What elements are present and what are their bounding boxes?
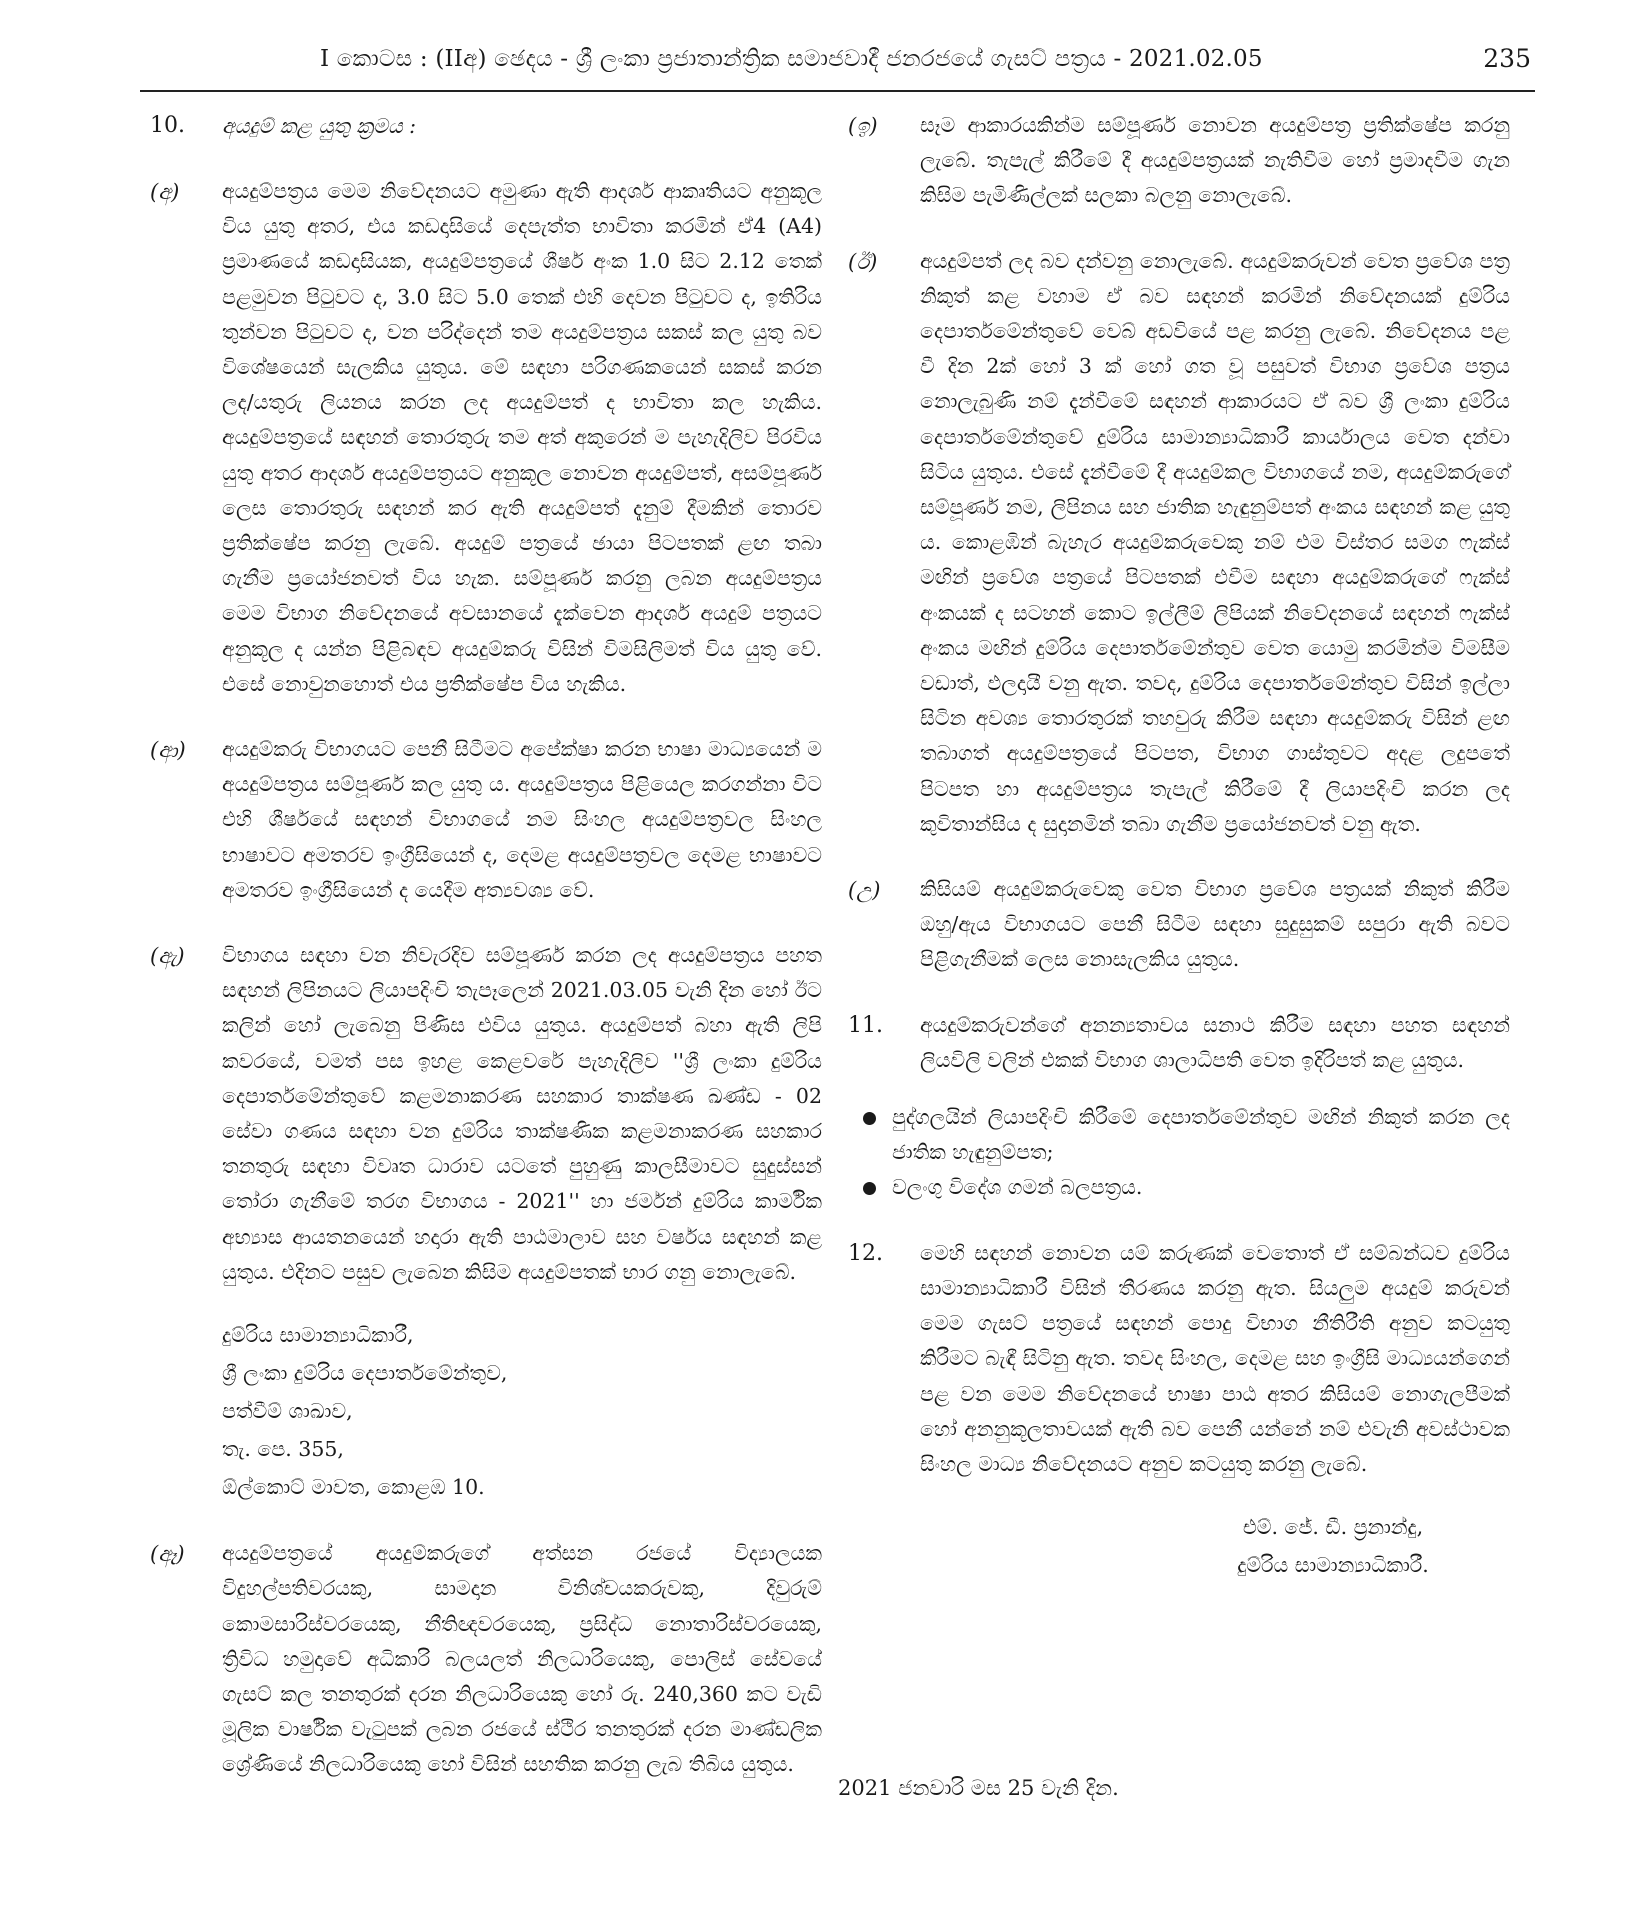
bullet-item xyxy=(848,1100,1510,1170)
issue-date: 2021 ජනවාරි මස 25 වැනි දින. xyxy=(838,1776,1119,1800)
address-line: ඕල්කොට් මාවත, කොළඹ 10. xyxy=(222,1475,485,1500)
clause-marker: (උ) xyxy=(848,878,881,903)
clause-ii xyxy=(848,244,1510,842)
clause-text: අයදුම්පත්‍රය මෙම නිවේදනයට අමුණා ඇති ආදර්ශ ආකෘතියට අනුකූල විය යුතු අතර, එය කඩදාසියේ දෙපැත්ත භාවිතා කරමින් ඒ4 (A4) ප්‍රමාණයේ කඩදාසියක, අයදුම්පත්‍රයේ ශීර්ෂ අංක 1.0 සිට 2.12 තෙක් පළමුවන පිටුවට ද, 3.0 සිට 5.0 තෙක් එහි දෙවන පිටුවට ද, ඉතිරිය තුන්වන පිටුවට ද, වන පරිද්දෙන් තම අයදුම්පත්‍රය සකස් කල යුතු බව විශේෂයෙන් සැලකිය යුතුය. මේ සඳහා පරිගණකයෙන් සකස් කරන ලද/යතුරු ලියනය කරන ලද අයදුම්පත් ද භාවිතා කල හැකිය. අයදුම්පත්‍රයේ සඳහන් තොරතුරු තම අත් අකුරෙන් ම පැහැදිලිව පිරවිය යුතු අතර ආදර්ශ අයදුම්පත්‍රයට අනුකූල නොවන අයදුම්පත්, අසම්පූර්ණ ලෙස තොරතුරු සඳහන් කර ඇති අයදුම්පත් දැනුම් දීමකින් තොරව ප්‍රතික්ෂේප කරනු ලැබේ. අයදුම් පත්‍රයේ ඡායා පිටපතක් ළඟ තබා ගැනීම ප්‍රයෝජනවත් විය හැක. සම්පූර්ණ කරනු ලබන අයදුම්පත්‍රය මෙම විභාග නිවේදනයේ අවසානයේ දැක්වෙන ආදර්ශ අයදුම් පත්‍රයට අනුකූල ද යන්න පිළිබඳව අයදුම්කරු විසින් විමසිලිමත් විය යුතු වේ. එසේ නොවුනහොත් එය ප්‍රතික්ෂේප විය හැකිය. xyxy=(222,179,822,696)
clause-ae xyxy=(150,938,822,1290)
clause-marker: (ඊ) xyxy=(848,249,878,274)
clause-text: අයදුම්කරු විභාගයට පෙනී සිටීමට අපේක්ෂා කරන භාෂා මාධ්‍යයෙන් ම අයදුම්පත්‍රය සම්පූර්ණ කල යුතු ය. අයදුම්පත්‍රය පිළියෙල කරගන්නා විට එහි ශීර්ෂයේ සඳහන් විභාගයේ නම සිංහල අයදුම්පත්‍රවල සිංහල භාෂාවට අමතරව ඉංග්‍රීසියෙන් ද, දෙමළ අයදුම්පත්‍රවල දෙමළ භාෂාවට අමතරව ඉංග්‍රීසියෙන් ද යෙදීම අත්‍යවශ්‍ය වේ. xyxy=(222,737,822,902)
section-12 xyxy=(848,1236,1510,1482)
address-line: දුම්රිය සාමාන්‍යාධිකාරී, xyxy=(222,1323,414,1348)
bullet-icon xyxy=(863,1112,876,1125)
clause-marker: (අ) xyxy=(150,180,180,204)
section-number: 11. xyxy=(848,1012,883,1038)
bullet-text: පුද්ගලයින් ලියාපදිංචි කිරීමේ දෙපාර්තමේන්තුව මඟින් නිකුත් කරන ලද ජාතික හැඳුනුම්පත; xyxy=(892,1105,1510,1165)
clause-text: සෑම ආකාරයකින්ම සම්පූර්ණ නොවන අයදුම්පත්‍ර ප්‍රතික්ෂේප කරනු ලැබේ. තැපැල් කිරීමේ දී අයදුම්පත්‍රයක් නැතිවීම හෝ ප්‍රමාදවීම ගැන කිසිම පැමිණිල්ලක් සලකා බලනු නොලැබේ. xyxy=(920,113,1510,208)
bullet-text: වලංගු විදේශ ගමන් බලපත්‍රය. xyxy=(892,1175,1143,1200)
clause-aa xyxy=(150,732,822,908)
bullet-icon xyxy=(863,1182,876,1195)
bullet-item xyxy=(848,1170,1510,1205)
section-text: අයදුම්කරුවන්ගේ අනන්‍යතාවය සනාථ කිරීම සඳහා පහත සඳහන් ලියවිලි වලින් එකක් විභාග ශාලාධිපති වෙත ඉදිරිපත් කළ යුතුය. xyxy=(920,1012,1510,1072)
address-line: පත්වීම් ශාඛාව, xyxy=(222,1399,353,1424)
clause-marker: (ඉ) xyxy=(848,114,878,138)
signatory-name: එම්. ජේ. ඩී. ප්‍රනාන්දු, xyxy=(1242,1515,1424,1540)
clause-text: අයදුම්පත් ලද බව දන්වනු නොලැබේ. අයදුම්කරුවන් වෙත ප්‍රවේශ පත්‍ර නිකුත් කළ වහාම ඒ බව සඳහන් කරමින් නිවේදනයක් දුම්රිය දෙපාර්තමේන්තුවේ වෙබ් අඩවියේ පළ කරනු ලැබේ. නිවේදනය පළ වී දින 2ක් හෝ 3 ක් හෝ ගත වූ පසුවත් විභාග ප්‍රවේශ පත්‍රය නොලැබුණි නම් දැන්වීමේ සඳහන් ආකාරයට ඒ බව ශ්‍රී ලංකා දුම්රිය දෙපාර්තමේන්තුවේ දුම්රිය සාමාන්‍යාධිකාරී කාර්යාලය වෙත දන්වා සිටිය යුතුය. එසේ දැන්වීමේ දී අයදුම්කල විභාගයේ නම, අයදුම්කරුගේ සම්පූර්ණ නම, ලිපිනය සහ ජාතික හැඳුනුම්පත් අංකය සඳහන් කළ යුතු ය. කොළඹින් බැහැර අයදුම්කරුවෙකු නම් එම විස්තර සමග ෆැක්ස් මඟින් ප්‍රවේශ පත්‍රයේ පිටපතක් එවීම සඳහා අයදුම්කරුගේ ෆැක්ස් අංකයක් ද සටහන් කොට ඉල්ලීම් ලිපියක් නිවේදනයේ සඳහන් ෆැක්ස් අංකය මඟින් දුම්රිය දෙපාර්තමේන්තුව වෙත යොමු කරමින්ම විමසීම වඩාත්, ඵලදායී වනු ඇත. තවද, දුම්රිය දෙපාර්තමේන්තුව විසින් ඉල්ලා සිටින අවශ්‍ය තොරතුරක් තහවුරු කිරීම සඳහා අයදුම්කරු විසින් ළඟ තබාගත් අයදුම්පත්‍රයේ පිටපත, විභාග ගාස්තුවට අදළ ලදුපතේ පිටපත හා අයදුම්පත්‍රය තැපැල් කිරීමේ දී ලියාපදිංචි කරන ලද කුවිතාන්සිය ද සුදානමින් තබා ගැනීම ප්‍රයෝජනවත් වනු ඇත. xyxy=(920,248,1510,836)
section-10-heading xyxy=(150,108,822,144)
address-line: ශ්‍රී ලංකා දුම්රිය දෙපාර්තමේන්තුව, xyxy=(222,1361,508,1386)
gazette-header-title: I කොටස : (IIඅ) ඡෙදය - ශ්‍රී ලංකා ප්‍රජාතාන්ත්‍රික සමාජවාදී ජනරජයේ ගැසට් පත්‍රය - 2021.02.05 xyxy=(320,46,1263,72)
page-header xyxy=(140,36,1535,92)
postal-address xyxy=(222,1316,822,1506)
clause-text: අයදුම්පත්‍රයේ අයදුම්කරුගේ අත්සන රජයේ විද්‍යාලයක විදුහල්පතිවරයකු, සාමදාන විනිශ්චයකරුවකු, දිවුරුම් කොමසාරිස්වරයෙකු, නීතිඥවරයෙකු, ප්‍රසිද්ධ නොතාරිස්වරයෙකු, ත්‍රිවිධ හමුදාවේ අධිකාරි බලයලත් නිලධාරියෙකු, පොලිස් සේවයේ ගැසට් කල තනතුරක් දරන නිලධාරියෙකු හෝ රු. 240,360 කට වැඩි මූලික වාර්ෂික වැටුපක් ලබන රජයේ ස්ථිර තනතුරක් දරන මාණ්ඩලික ශ්‍රේණියේ නිලධාරියෙකු හෝ විසින් සහතික කරනු ලැබ තිබිය යුතුය. xyxy=(222,1541,822,1777)
clause-u xyxy=(848,872,1510,978)
section-title: අයදුම් කළ යුතු ක්‍රමය : xyxy=(222,114,416,138)
clause-marker: (ඇ) xyxy=(150,944,185,969)
page-number: 235 xyxy=(1483,44,1531,73)
section-number: 10. xyxy=(150,113,185,138)
address-line: තැ. පෙ. 355, xyxy=(222,1437,344,1462)
signature-block xyxy=(1208,1508,1458,1584)
section-11 xyxy=(848,1008,1510,1078)
clause-marker: (ඈ) xyxy=(150,1542,185,1567)
section-number: 12. xyxy=(848,1240,883,1266)
clause-aee xyxy=(150,1536,822,1782)
clause-a xyxy=(150,174,822,702)
section-text: මෙහි සඳහන් නොවන යම් කරුණක් වෙතොත් ඒ සම්බන්ධව දුම්රිය සාමාන්‍යාධිකාරී විසින් තීරණය කරනු ඇත. සියලුම අයදුම් කරුවන් මෙම ගැසට් පත්‍රයේ සඳහන් පොදු විභාග නීතිරීති අනුව කටයුතු කිරීමට බැඳී සිටිනු ඇත. තවද සිංහල, දෙමළ සහ ඉංග්‍රීසි මාධ්‍යයන්ගෙන් පළ වන මෙම නිවේදනයේ භාෂා පාඨ අතර කිසියම් නොගැලපීමක් හෝ අනනුකූලතාවයක් ඇති බව පෙනී යන්නේ නම් එවැනි අවස්ථාවක සිංහල මාධ්‍ය නිවේදනයට අනුව කටයුතු කරනු ලැබේ. xyxy=(920,1240,1510,1476)
signatory-title: දුම්රිය සාමාන්‍යාධිකාරී. xyxy=(1237,1553,1429,1578)
clause-text: විභාගය සඳහා වන නිවැරදිව සම්පූර්ණ කරන ලද අයදුම්පත්‍රය පහත සඳහන් ලිපිනයට ලියාපදිංචි තැපෑලෙන් 2021.03.05 වැනි දින හෝ ඊට කලින් හෝ ලැබෙනු පිණිස එවිය යුතුය. අයදුම්පත් බහා ඇති ලිපි කවරයේ, වමත් පස ඉහළ කෙළවරේ පැහැදිලිව ''ශ්‍රී ලංකා දුම්රිය දෙපාර්තමේන්තුවේ කළමනාකරණ සහකාර තාක්ෂණ ඛණ්ඩ - 02 සේවා ගණය සඳහා වන දුම්රිය තාක්ෂණික කළමනාකරණ සහකාර තනතුරු සඳහා විවෘත ධාරාව යටතේ පුහුණු කාලසීමාවට සුදුස්සන් තෝරා ගැනීමේ තරග විභාගය - 2021'' හා ජර්මන් දුම්රිය කාර්මික අභ්‍යාස ආයතනයෙන් හදාරා ඇති පාඨමාලාව සහ වර්ෂය සඳහන් කළ යුතුය. එදිනට පසුව ලැබෙන කිසිම අයදුම්පතක් භාර ගනු නොලැබේ. xyxy=(222,943,822,1284)
right-column xyxy=(848,108,1510,1584)
clause-i xyxy=(848,108,1510,214)
left-column xyxy=(150,108,822,1783)
clause-marker: (ආ) xyxy=(150,738,186,763)
clause-text: කිසියම් අයදුම්කරුවෙකු වෙත විභාග ප්‍රවේශ පත්‍රයක් නිකුත් කිරීම ඔහු/ඇය විභාගයට පෙනී සිටීම සඳහා සුදුසුකම් සපුරා ඇති බවට පිළිගැනීමක් ලෙස නොසැලකිය යුතුය. xyxy=(920,877,1510,972)
